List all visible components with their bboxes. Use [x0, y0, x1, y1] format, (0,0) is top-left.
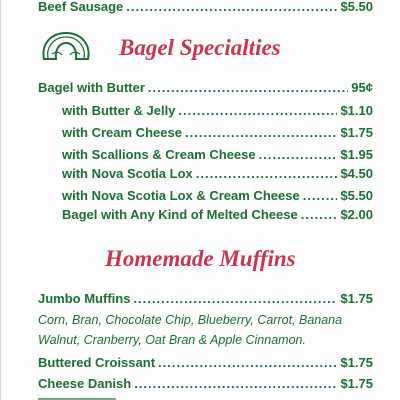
item-name: with Nova Scotia Lox & Cream Cheese	[62, 188, 300, 203]
item-name: Bagel with Any Kind of Melted Cheese	[62, 207, 298, 222]
item-price: $5.50	[340, 188, 373, 203]
dot-leader	[303, 188, 338, 203]
dot-leader	[301, 207, 338, 222]
item-name: Beef Sausage	[38, 0, 124, 14]
muffin-flavors-line-2: Walnut, Cranberry, Oat Bran & Apple Cinnamon.	[38, 333, 306, 347]
item-price: $4.50	[340, 166, 373, 181]
item-name: Jumbo Muffins	[38, 291, 131, 306]
dot-leader	[158, 355, 337, 370]
item-price: $2.00	[340, 207, 373, 222]
muffin-flavors-line-1: Corn, Bran, Chocolate Chip, Blueberry, Carrot, Banana	[38, 313, 343, 327]
dot-leader	[196, 166, 338, 181]
item-name: Cheese Danish	[38, 376, 132, 391]
dot-leader	[134, 376, 337, 391]
dot-leader	[178, 103, 337, 118]
menu-item	[62, 103, 373, 118]
item-price: $5.50	[340, 0, 373, 14]
item-price: 95¢	[351, 80, 373, 95]
dot-leader	[185, 125, 338, 140]
item-name: Buttered Croissant	[38, 355, 156, 370]
cut-off-row	[38, 396, 373, 400]
item-name: with Scallions & Cream Cheese	[62, 147, 256, 162]
item-name: Bagel with Butter	[38, 80, 145, 95]
section-heading-bagel-specialties: Bagel Specialties	[119, 35, 281, 60]
item-price: $1.75	[340, 376, 373, 391]
item-price: $1.10	[340, 103, 373, 118]
menu-item	[38, 376, 373, 391]
menu-item-beef-sausage	[38, 0, 373, 14]
item-price: $1.75	[340, 125, 373, 140]
menu-item	[62, 166, 373, 181]
dot-leader	[148, 80, 348, 95]
menu-item	[38, 291, 373, 306]
item-name: with Cream Cheese	[62, 125, 182, 140]
section-heading-homemade-muffins: Homemade Muffins	[105, 246, 296, 271]
dot-leader	[259, 147, 338, 162]
menu-item	[38, 80, 373, 95]
menu-item	[62, 125, 373, 140]
item-price: $1.95	[340, 147, 373, 162]
item-price: $1.75	[340, 355, 373, 370]
menu-item	[62, 188, 373, 203]
item-name: with Nova Scotia Lox	[62, 166, 193, 181]
menu-item	[62, 147, 373, 162]
item-price: $1.75	[340, 291, 373, 306]
menu-item	[38, 355, 373, 370]
menu-item	[62, 207, 373, 222]
bagel-icon	[38, 28, 94, 64]
dot-leader	[126, 0, 337, 14]
dot-leader	[133, 291, 337, 306]
item-name: with Butter & Jelly	[62, 103, 176, 118]
